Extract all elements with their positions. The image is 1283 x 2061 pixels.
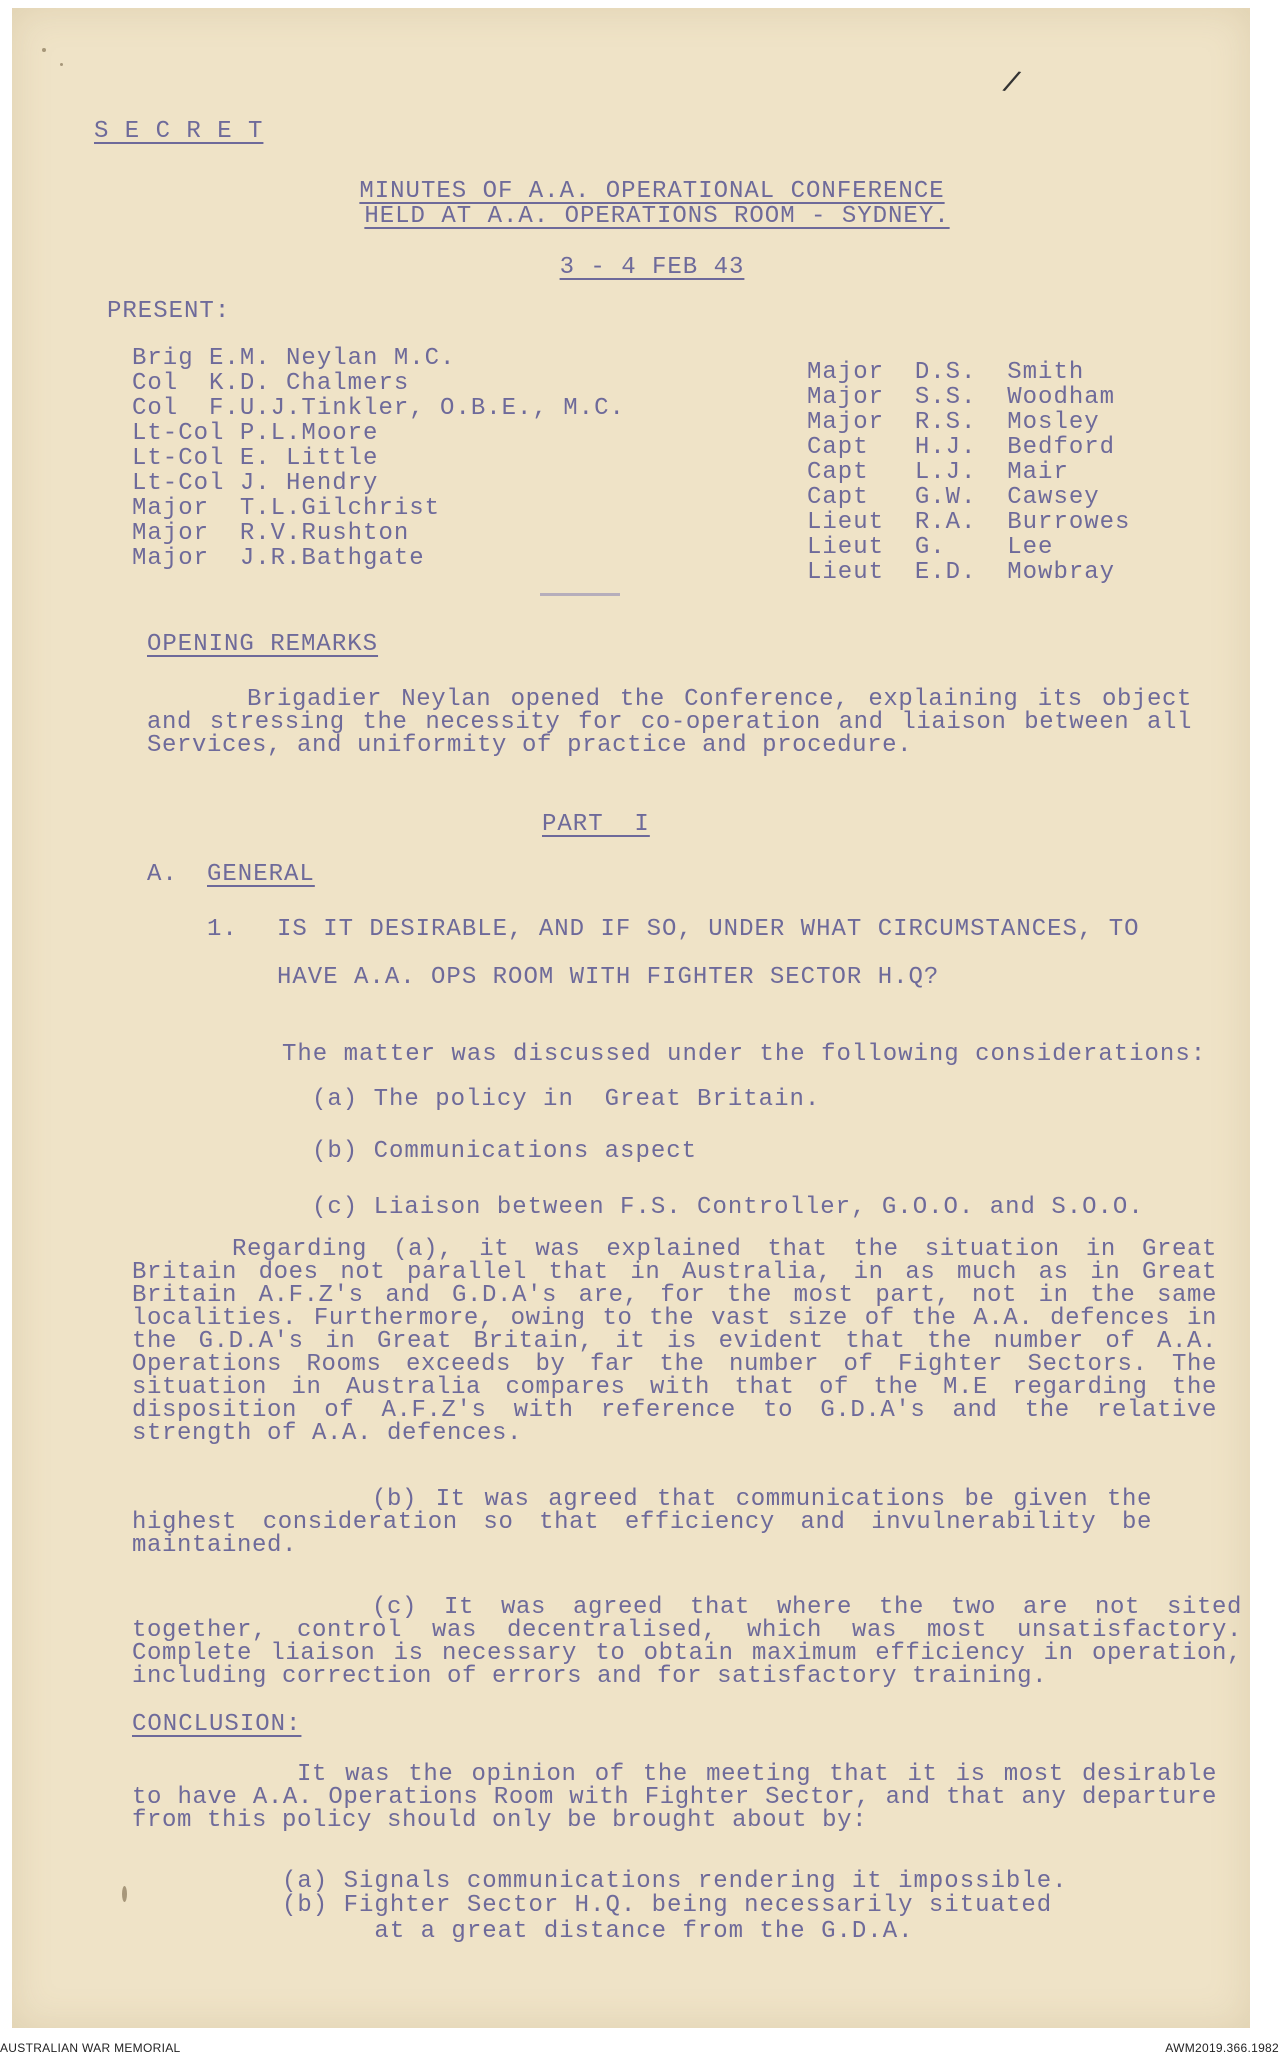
conclusion-point-b-continued: at a great distance from the G.D.A. xyxy=(282,1918,914,1945)
title-line-1: MINUTES OF A.A. OPERATIONAL CONFERENCE xyxy=(359,178,945,205)
attendee: Major S.S. Woodham xyxy=(807,384,1116,411)
footer-credit: AUSTRALIAN WAR MEMORIAL xyxy=(0,2041,181,2055)
section-letter: A. xyxy=(147,861,178,888)
attendee: Capt G.W. Cawsey xyxy=(807,484,1100,511)
attendee: Lt-Col E. Little xyxy=(132,445,379,472)
paper-stain xyxy=(60,63,63,66)
attendee: Lieut G. Lee xyxy=(807,534,1054,561)
attendee: Lieut E.D. Mowbray xyxy=(807,559,1116,586)
conference-date: 3 - 4 FEB 43 xyxy=(559,254,745,281)
consideration-c: (c) Liaison between F.S. Controller, G.O.O. and S.O.O. xyxy=(312,1194,1144,1221)
attendee: Major T.L.Gilchrist xyxy=(132,495,441,522)
conclusion-text: It was the opinion of the meeting that it is most desirable to have A.A. Operations Room with Fighter Sector, and that any departure from this policy should only be brought about by: xyxy=(132,1761,1217,1834)
attendee: Major R.V.Rushton xyxy=(132,520,410,547)
attendee: Col K.D. Chalmers xyxy=(132,370,410,397)
conclusion-point-b: (b) Fighter Sector H.Q. being necessarily situated xyxy=(282,1892,1053,1919)
attendee: Brig E.M. Neylan M.C. xyxy=(132,345,456,372)
regarding-a-paragraph: Regarding (a), it was explained that the situation in Great Britain does not parallel that in Australia, in as much as in Great Britain A.F.Z's and G.D.A's are, for the most part, not in the same localities. Furthermore, owing to the vast size of the A.A. defences in the G.D.A's in Great Britain, it is evident that the number of A.A. Operations Rooms exceeds by far the number of Fighter Sectors. The situation in Australia compares with that of the M.E regarding the disposition of A.F.Z's with reference to G.D.A's and the relative strength of A.A. defences. xyxy=(132,1236,1217,1447)
consideration-b: (b) Communications aspect xyxy=(312,1138,698,1165)
attendee: Major J.R.Bathgate xyxy=(132,545,425,572)
conclusion-heading: CONCLUSION: xyxy=(132,1711,302,1738)
document-page xyxy=(12,8,1250,2028)
attendee: Lieut R.A. Burrowes xyxy=(807,509,1131,536)
regarding-b-paragraph: (b) It was agreed that communications be given the highest consideration so that efficiency and invulnerability be maintained. xyxy=(132,1486,1152,1559)
consideration-a: (a) The policy in Great Britain. xyxy=(312,1086,821,1113)
section-divider xyxy=(540,593,620,596)
opening-remarks-heading: OPENING REMARKS xyxy=(147,631,379,658)
attendees-left xyxy=(132,346,625,571)
paper-stain xyxy=(122,1886,127,1902)
attendee: Lt-Col J. Hendry xyxy=(132,470,379,497)
attendee: Capt H.J. Bedford xyxy=(807,434,1116,461)
attendee: Major R.S. Mosley xyxy=(807,409,1100,436)
opening-remarks-text: Brigadier Neylan opened the Conference, explaining its object and stressing the necessity for co-operation and liaison between all Services, and uniformity of practice and procedure. xyxy=(147,686,1192,759)
attendee: Major D.S. Smith xyxy=(807,359,1085,386)
section-title: GENERAL xyxy=(207,861,315,888)
present-heading: PRESENT: xyxy=(107,298,231,325)
attendee: Lt-Col P.L.Moore xyxy=(132,420,379,447)
page-mark: / xyxy=(998,66,1025,104)
attendee: Col F.U.J.Tinkler, O.B.E., M.C. xyxy=(132,395,625,422)
attendees-right xyxy=(807,360,1130,585)
item-question-line-2: HAVE A.A. OPS ROOM WITH FIGHTER SECTOR H.Q? xyxy=(277,964,940,991)
discussion-intro: The matter was discussed under the following considerations: xyxy=(282,1041,1207,1068)
footer-accession-number: AWM2019.366.1982 xyxy=(1165,2041,1279,2055)
conclusion-point-a: (a) Signals communications rendering it impossible. xyxy=(282,1868,1068,1895)
item-question-line-1: IS IT DESIRABLE, AND IF SO, UNDER WHAT CIRCUMSTANCES, TO xyxy=(277,916,1140,943)
regarding-c-paragraph: (c) It was agreed that where the two are not sited together, control was decentralised, which was most unsatisfactory. Complete liaison is necessary to obtain maximum efficiency in operation, including correction of errors and for satisfactory training. xyxy=(132,1594,1242,1690)
paper-stain xyxy=(42,48,46,52)
attendee: Capt L.J. Mair xyxy=(807,459,1069,486)
title-line-2: HELD AT A.A. OPERATIONS ROOM - SYDNEY. xyxy=(364,203,950,230)
item-number: 1. xyxy=(207,916,238,943)
classification-label: S E C R E T xyxy=(94,118,264,145)
part-heading: PART I xyxy=(542,811,650,838)
